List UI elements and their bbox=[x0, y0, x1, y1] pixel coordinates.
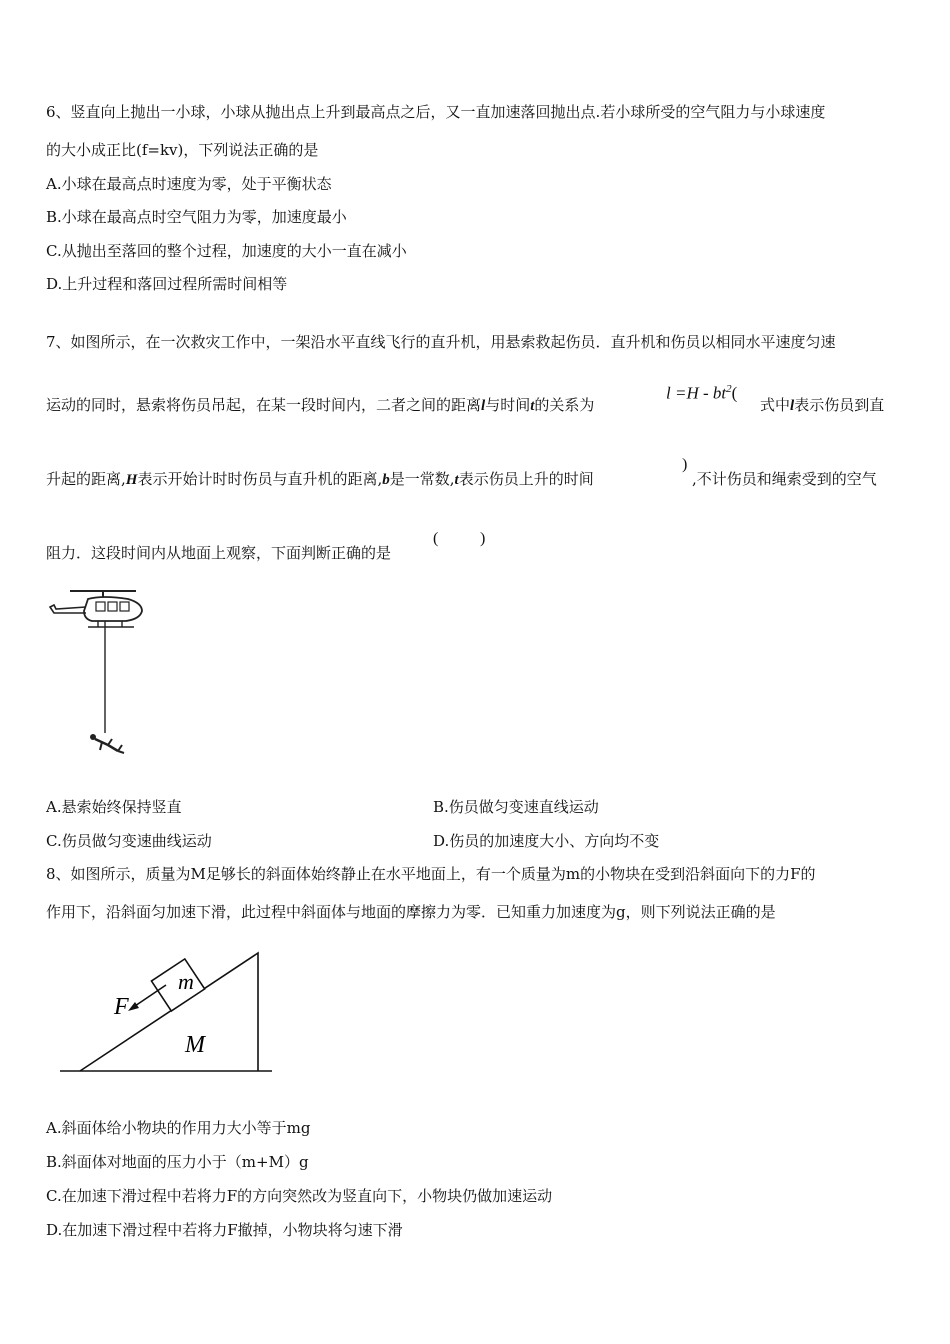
q7-var-t-2: t bbox=[454, 472, 459, 488]
q8-option-b: B.斜面体对地面的压力小于（m+M）g bbox=[46, 1153, 309, 1171]
q7-option-d: D.伤员的加速度大小、方向均不变 bbox=[433, 832, 660, 850]
q7-line3-text-c: 是一常数, bbox=[389, 470, 455, 488]
q7-stem-line1: 7、如图所示，在一次救灾工作中，一架沿水平直线飞行的直升机，用悬索救起伤员．直升机和伤员以相同水平速度匀速 bbox=[46, 333, 836, 351]
q6-option-a: A.小球在最高点时速度为零，处于平衡状态 bbox=[46, 175, 332, 193]
injured-person-icon bbox=[90, 734, 124, 753]
q7-option-c: C.伤员做匀变速曲线运动 bbox=[46, 832, 212, 850]
q8-option-d: D.在加速下滑过程中若将力F撤掉，小物块将匀速下滑 bbox=[46, 1221, 403, 1239]
q6-option-c: C.从抛出至落回的整个过程，加速度的大小一直在减小 bbox=[46, 242, 407, 260]
q8-stem-line2: 作用下，沿斜面匀加速下滑，此过程中斜面体与地面的摩擦力为零．已知重力加速度为g，则下列说法正确的是 bbox=[46, 903, 776, 921]
q7-stem-line2-end bbox=[760, 395, 884, 416]
q7-line2-text-e: 表示伤员到直 bbox=[794, 396, 885, 414]
q7-option-a: A.悬索始终保持竖直 bbox=[46, 798, 182, 816]
wedge-label: M bbox=[185, 1032, 205, 1058]
helicopter-rescue-figure bbox=[48, 585, 158, 765]
q7-var-l: l bbox=[481, 398, 486, 414]
q7-var-H: H bbox=[125, 472, 138, 488]
q7-var-b: b bbox=[382, 472, 390, 488]
q7-line2-text-b: 与时间 bbox=[485, 396, 531, 414]
q7-answer-paren-open: ( bbox=[433, 530, 439, 547]
q7-stem-line2 bbox=[46, 395, 594, 416]
q8-option-a: A.斜面体给小物块的作用力大小等于mg bbox=[46, 1119, 311, 1137]
q8-option-c: C.在加速下滑过程中若将力F的方向突然改为竖直向下，小物块仍做加速运动 bbox=[46, 1187, 553, 1205]
block-label: m bbox=[178, 969, 194, 994]
helicopter-body bbox=[84, 597, 142, 621]
q7-var-t: t bbox=[530, 398, 535, 414]
q6-option-b: B.小球在最高点时空气阻力为零，加速度最小 bbox=[46, 208, 347, 226]
incline-figure bbox=[58, 945, 288, 1080]
q7-line2-text-a: 运动的同时，悬索将伤员吊起，在某一段时间内，二者之间的距离 bbox=[46, 396, 482, 414]
q7-stem-line3-end: ,不计伤员和绳索受到的空气 bbox=[692, 470, 877, 488]
q7-close-paren: ) bbox=[682, 456, 688, 473]
force-arrowhead bbox=[128, 1002, 139, 1011]
q7-formula-exponent: 2 bbox=[726, 383, 732, 395]
q7-stem-line4: 阻力．这段时间内从地面上观察，下面判断正确的是 bbox=[46, 544, 392, 562]
q7-formula-paren: ( bbox=[731, 383, 738, 403]
q6-option-d: D.上升过程和落回过程所需时间相等 bbox=[46, 275, 288, 293]
q7-line3-text-b: 表示开始计时时伤员与直升机的距离, bbox=[137, 470, 383, 488]
q7-line3-text-a: 升起的距离, bbox=[46, 470, 126, 488]
q7-formula-body: l =H - bt bbox=[666, 383, 727, 403]
q7-line2-text-d: 式中 bbox=[760, 396, 791, 414]
q7-line3-text-d: 表示伤员上升的时间 bbox=[458, 470, 594, 488]
q7-answer-paren-close: ) bbox=[480, 530, 486, 547]
q6-stem-line1: 6、竖直向上抛出一小球，小球从抛出点上升到最高点之后，又一直加速落回抛出点.若小球所受的空气阻力与小球速度 bbox=[46, 103, 826, 121]
q7-var-l-2: l bbox=[790, 398, 795, 414]
q7-option-b: B.伤员做匀变速直线运动 bbox=[433, 798, 599, 816]
force-label: F bbox=[114, 994, 129, 1020]
q7-stem-line3 bbox=[46, 469, 594, 490]
q7-formula bbox=[666, 383, 737, 404]
helicopter-tail bbox=[50, 605, 86, 613]
q8-stem-line1: 8、如图所示，质量为M足够长的斜面体始终静止在水平地面上，有一个质量为m的小物块在受到沿斜面向下的力F的 bbox=[46, 865, 816, 883]
q6-stem-line2: 的大小成正比(f=kv)，下列说法正确的是 bbox=[46, 141, 319, 159]
q7-line2-text-c: 的关系为 bbox=[534, 396, 595, 414]
